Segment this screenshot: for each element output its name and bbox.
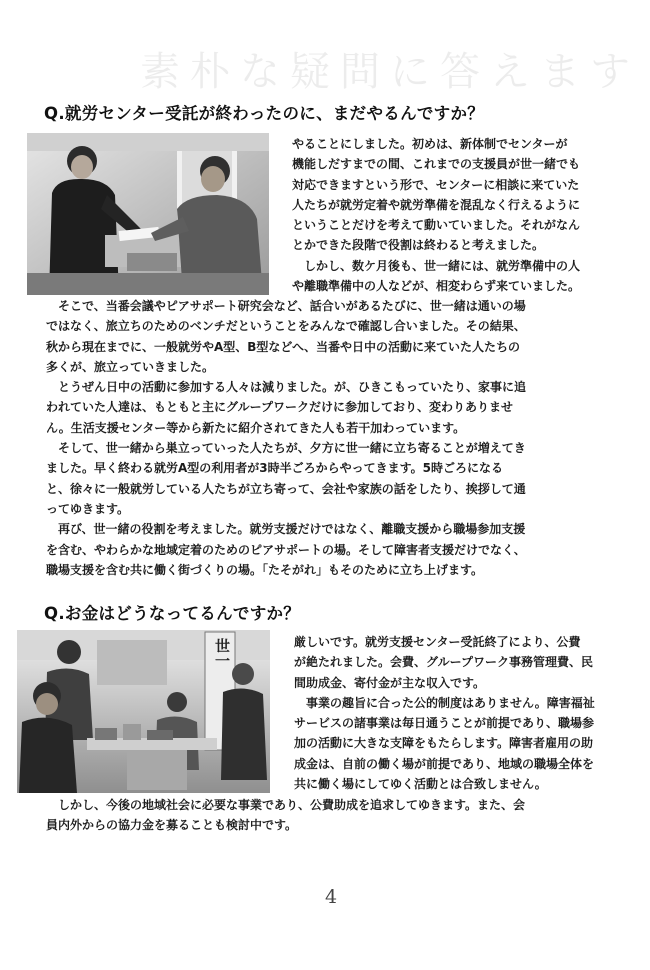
text-line: を含む、やわらかな地域定着のためのピアサポートの場。そして障害者支援だけでなく、 [46, 542, 526, 557]
text-line: 秋から現在までに、一般就労やA型、B型などへ、当番や日中の活動に来ていた人たちの [46, 339, 520, 354]
text-line: 多くが、旅立っていきました。 [46, 359, 215, 374]
page-number: 4 [325, 886, 338, 908]
section2-body-paragraph [46, 795, 626, 836]
text-line: ということだけを考えて動いていました。それがなん [292, 218, 581, 233]
section1-intro-paragraph [292, 134, 622, 296]
text-line: 間助成金、寄付金が主な収入です。 [294, 675, 486, 690]
text-line: と、徐々に一般就労している人たちが立ち寄って、会社や家族の話をしたり、挨拶して通 [46, 481, 526, 496]
text-line: しかし、数ケ月後も、世一緒には、就労準備中の人 [292, 258, 581, 273]
text-line: ました。早く終わる就労A型の利用者が3時半ごろからやってきます。5時ごろになる [46, 461, 504, 476]
text-line: や離職準備中の人などが、相変わらず来ていました。 [292, 279, 581, 294]
photo-office-handover-image [27, 133, 269, 295]
text-line: 人たちが就労定着や就労準備を混乱なく行えるように [292, 197, 581, 212]
banner-sign-text: 世一 [213, 638, 231, 668]
text-line: 共に働く場にしてゆく活動とは合致しません。 [294, 777, 547, 792]
text-line: 員内外からの協力金を募ることも検討中です。 [46, 818, 298, 833]
text-line: 事業の趣旨に合った公的制度はありません。障害福祉 [294, 695, 595, 710]
text-line: ではなく、旅立ちのためのベンチだということをみんなで確認し合いました。その結果、 [46, 319, 526, 334]
text-line: しかし、今後の地域社会に必要な事業であり、公費助成を追求してゆきます。また、会 [46, 798, 526, 812]
section2-heading: Q.お金はどうなってるんですか？ [44, 604, 301, 623]
photo-outdoor-stall-image [17, 630, 270, 793]
text-line: とうぜん日中の活動に参加する人々は減りました。が、ひきこもっていたり、家事に追 [46, 380, 527, 395]
text-line: やることにしました。初めは、新体制でセンターが [292, 137, 568, 151]
show-through-text: 素朴な疑問に答えます [140, 49, 640, 95]
text-line: 成金は、自前の働く場が前提であり、地域の職場全体を [294, 756, 595, 771]
text-line: ってゆきます。 [46, 501, 130, 516]
text-line: 再び、世一緒の役割を考えました。就労支援だけではなく、離職支援から職場参加支援 [46, 522, 526, 537]
text-line: ん。生活支援センター等から新たに紹介されてきた人も若干加わっています。 [46, 420, 466, 435]
section2-intro-paragraph [294, 632, 624, 794]
text-line: 職場支援を含む共に働く街づくりの場。「たそがれ」もそのために立ち上げます。 [46, 562, 484, 577]
text-line: 機能しだすまでの間、これまでの支援員が世一緒でも [292, 157, 581, 172]
section1-body-paragraph [46, 296, 626, 580]
section1-heading: Q.就労センター受託が終わったのに、まだやるんですか？ [44, 104, 485, 123]
text-line: とかできた段階で役割は終わると考えました。 [292, 238, 545, 253]
photo-office-handover [27, 133, 269, 295]
text-line: 対応できますという形で、センターに相談に来ていた [292, 177, 580, 192]
text-line: が絶たれました。会費、グループワーク事務管理費、民 [294, 655, 594, 670]
text-line: そして、世一緒から巣立っていった人たちが、夕方に世一緒に立ち寄ることが増えてき [46, 441, 526, 456]
text-line: そこで、当番会議やピアサポート研究会など、話合いがあるたびに、世一緒は通いの場 [46, 299, 526, 313]
text-line: サービスの諸事業は毎日通うことが前提であり、職場参 [294, 716, 595, 731]
text-line: われていた人達は、もともと主にグループワークだけに参加しており、変わりありませ [46, 400, 514, 415]
text-line: 厳しいです。就労支援センター受託終了により、公費 [294, 635, 581, 649]
text-line: 加の活動に大きな支障をもたらします。障害者雇用の助 [294, 736, 594, 751]
photo-outdoor-stall [17, 630, 270, 793]
